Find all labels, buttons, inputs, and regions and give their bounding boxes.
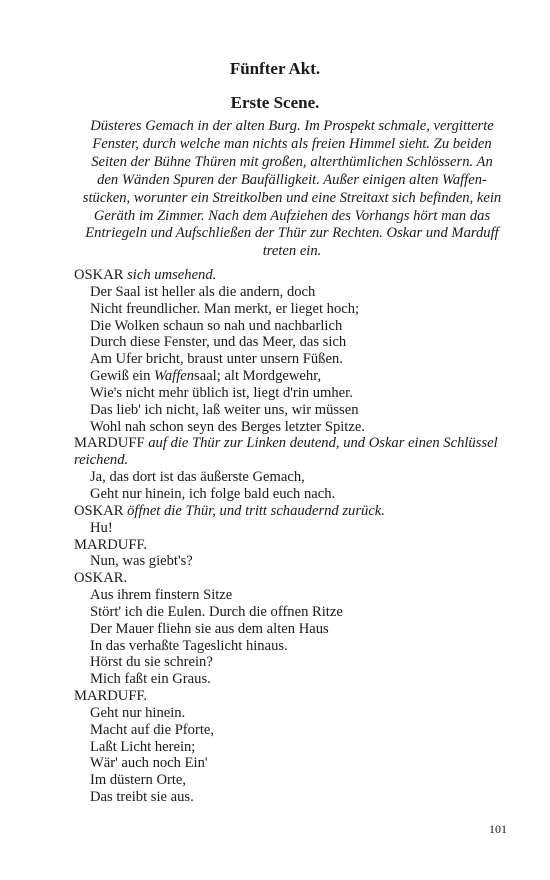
dialogue-text bbox=[74, 267, 514, 806]
verse-line bbox=[74, 486, 514, 503]
stage-direction-line: Entriegeln und Aufschließen der Thür zur Rechten. Oskar und Marduff bbox=[85, 225, 499, 242]
italic-text: öffnet die Thür, und tritt schaudernd zurück. bbox=[127, 502, 385, 519]
verse-line bbox=[74, 722, 514, 739]
stage-direction bbox=[72, 118, 512, 261]
speaker-line bbox=[74, 537, 514, 554]
verse-line bbox=[74, 587, 514, 604]
speaker-line bbox=[74, 452, 514, 469]
line-text: Der Mauer fliehn sie aus dem alten Haus bbox=[90, 620, 329, 637]
italic-text: reichend. bbox=[74, 452, 129, 469]
line-text: Wohl nah schon seyn des Berges letzter Spitze. bbox=[90, 418, 365, 435]
verse-line bbox=[74, 739, 514, 756]
verse-line bbox=[74, 318, 514, 335]
stage-direction-line: stücken, worunter ein Streitkolben und eine Streitaxt sich befinden, kein bbox=[82, 189, 502, 206]
verse-line bbox=[74, 368, 514, 385]
line-text: Am Ufer bricht, braust unter unsern Füßen. bbox=[90, 351, 343, 368]
speaker-line bbox=[74, 570, 514, 587]
line-text: Laßt Licht herein; bbox=[90, 738, 196, 755]
line-text: Stört' ich die Eulen. Durch die offnen Ritze bbox=[90, 603, 343, 620]
stage-direction-line: Fenster, durch welche man nichts als freien Himmel sieht. Zu beiden bbox=[92, 135, 492, 152]
line-text: Im düstern Orte, bbox=[90, 772, 187, 789]
line-text: OSKAR bbox=[74, 267, 128, 283]
speaker-line bbox=[74, 503, 514, 520]
line-text: OSKAR bbox=[74, 502, 128, 519]
italic-text: auf die Thür zur Linken deutend, und Oskar einen Schlüssel bbox=[148, 435, 498, 452]
line-text: Wie's nicht mehr üblich ist, liegt d'rin umher. bbox=[90, 384, 353, 401]
verse-line bbox=[74, 334, 514, 351]
verse-line bbox=[74, 469, 514, 486]
verse-line bbox=[74, 654, 514, 671]
scene-title: Erste Scene. bbox=[230, 93, 320, 112]
line-text: Geht nur hinein. bbox=[90, 704, 186, 721]
verse-line bbox=[74, 621, 514, 638]
stage-direction-line: den Wänden Spuren der Baufälligkeit. Außer einigen alten Waffen- bbox=[97, 171, 487, 188]
stage-direction-line: Düsteres Gemach in der alten Burg. Im Prospekt schmale, vergitterte bbox=[90, 118, 494, 134]
verse-line bbox=[74, 284, 514, 301]
verse-line bbox=[74, 772, 514, 789]
verse-line bbox=[74, 638, 514, 655]
verse-line bbox=[74, 520, 514, 537]
line-text: Mich faßt ein Graus. bbox=[90, 671, 211, 688]
verse-line bbox=[74, 553, 514, 570]
verse-line bbox=[74, 789, 514, 806]
verse-line bbox=[74, 351, 514, 368]
line-text: Gewiß ein bbox=[90, 368, 155, 385]
verse-line bbox=[74, 385, 514, 402]
line-text: Das treibt sie aus. bbox=[90, 789, 194, 806]
verse-line bbox=[74, 301, 514, 318]
line-text: Ja, das dort ist das äußerste Gemach, bbox=[90, 469, 305, 486]
line-text: Durch diese Fenster, und das Meer, das sich bbox=[90, 334, 347, 351]
line-text: Wär' auch noch Ein' bbox=[90, 755, 208, 772]
verse-line bbox=[74, 419, 514, 436]
stage-direction-line: Geräth im Zimmer. Nach dem Aufziehen des Vorhangs hört man das bbox=[93, 207, 491, 224]
line-text: Die Wolken schaun so nah und nachbarlich bbox=[90, 317, 343, 334]
italic-text: Waffen bbox=[154, 368, 195, 385]
line-text: Hu! bbox=[90, 519, 113, 536]
verse-line bbox=[74, 604, 514, 621]
line-text: MARDUFF. bbox=[74, 688, 148, 705]
speaker-line bbox=[74, 435, 514, 452]
line-text: Nicht freundlicher. Man merkt, er lieget hoch; bbox=[90, 300, 360, 317]
line-text: Das lieb' ich nicht, laß weiter uns, wir müssen bbox=[90, 401, 359, 418]
line-text: MARDUFF. bbox=[74, 536, 148, 553]
line-text: saal; alt Mordgewehr, bbox=[194, 368, 322, 385]
line-text: Der Saal ist heller als die andern, doch bbox=[90, 283, 316, 300]
line-text: Nun, was giebt's? bbox=[90, 553, 193, 570]
line-text: Geht nur hinein, ich folge bald euch nach. bbox=[90, 485, 336, 502]
line-text: MARDUFF bbox=[74, 435, 149, 452]
verse-line bbox=[74, 705, 514, 722]
page-number: 101 bbox=[489, 822, 507, 836]
verse-line bbox=[74, 755, 514, 772]
verse-line bbox=[74, 671, 514, 688]
line-text: Macht auf die Pforte, bbox=[90, 721, 215, 738]
speaker-line bbox=[74, 267, 514, 284]
line-text: Hörst du sie schrein? bbox=[90, 654, 213, 671]
line-text: In das verhaßte Tageslicht hinaus. bbox=[90, 637, 288, 654]
line-text: Aus ihrem finstern Sitze bbox=[90, 587, 233, 604]
act-title: Fünfter Akt. bbox=[229, 59, 321, 78]
stage-direction-line: treten ein. bbox=[262, 243, 322, 260]
italic-text: sich umsehend. bbox=[127, 267, 217, 283]
line-text: OSKAR. bbox=[74, 570, 128, 587]
speaker-line bbox=[74, 688, 514, 705]
stage-direction-line: Seiten der Bühne Thüren mit großen, alterthümlichen Schlössern. An bbox=[91, 153, 493, 170]
verse-line bbox=[74, 402, 514, 419]
